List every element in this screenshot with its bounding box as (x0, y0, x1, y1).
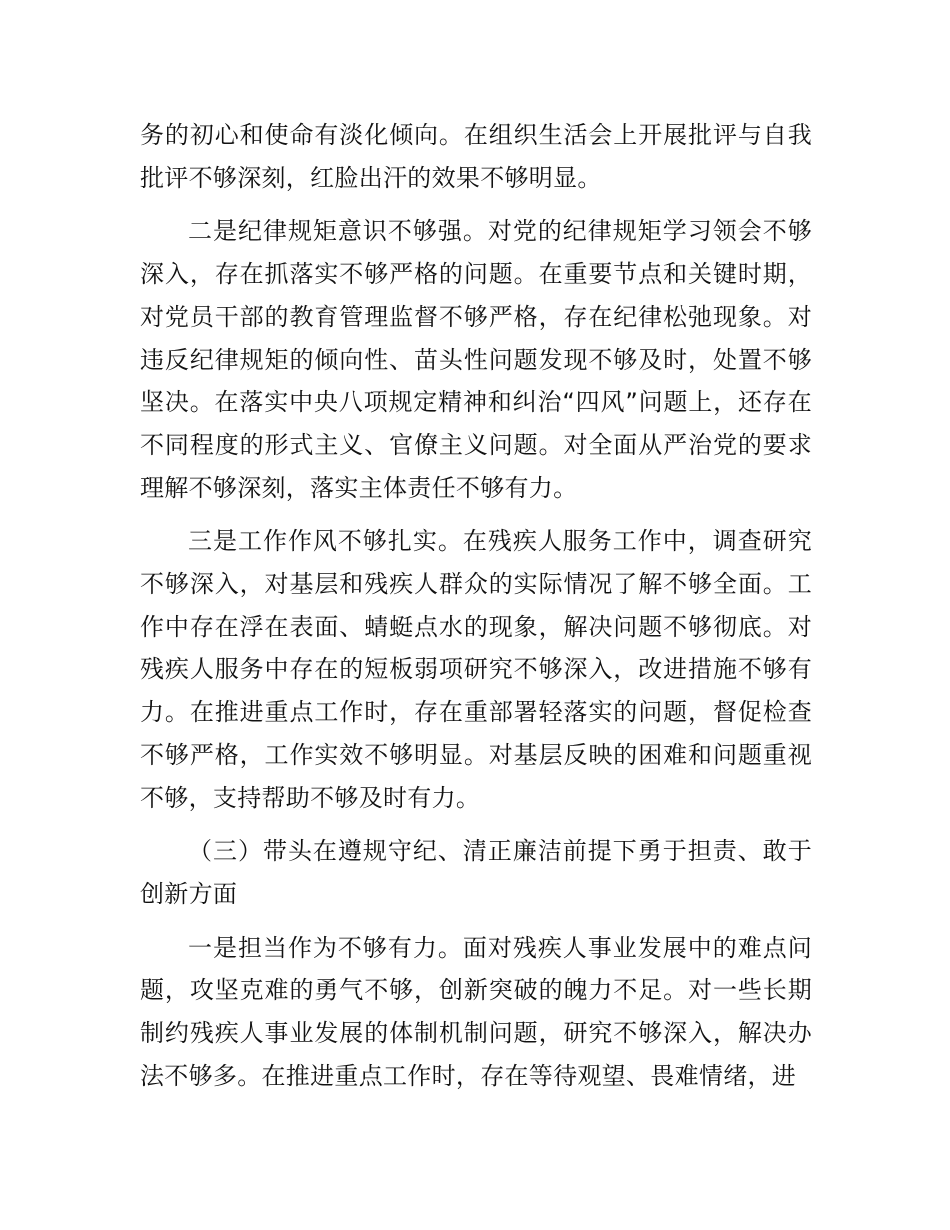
paragraph-gap (140, 819, 812, 830)
document-page (140, 114, 812, 1097)
section-heading: （三）带头在遵规守纪、清正廉洁前提下勇于担责、敢于创新方面 (140, 837, 812, 908)
paragraph-gap (140, 199, 812, 210)
paragraph-continued: 务的初心和使命有淡化倾向。在组织生活会上开展批评与自我批评不够深刻，红脸出汗的效果不够明显。 (140, 121, 812, 192)
paragraph-gap (140, 509, 812, 520)
paragraph-work-style: 三是工作作风不够扎实。在残疾人服务工作中，调查研究不够深入，对基层和残疾人群众的实际情况了解不够全面。工作中存在浮在表面、蜻蜓点水的现象，解决问题不够彻底。对残疾人服务中存在的短板弱项研究不够深入，改进措施不够有力。在推进重点工作时，存在重部署轻落实的问题，督促检查不够严格，工作实效不够明显。对基层反映的困难和问题重视不够，支持帮助不够及时有力。 (140, 527, 812, 812)
paragraph-discipline: 二是纪律规矩意识不够强。对党的纪律规矩学习领会不够深入，存在抓落实不够严格的问题。在重要节点和关键时期，对党员干部的教育管理监督不够严格，存在纪律松弛现象。对违反纪律规矩的倾向性、苗头性问题发现不够及时，处置不够坚决。在落实中央八项规定精神和纠治“四风”问题上，还存在不同程度的形式主义、官僚主义问题。对全面从严治党的要求理解不够深刻，落实主体责任不够有力。 (140, 217, 812, 502)
paragraph-gap (140, 916, 812, 927)
paragraph-responsibility: 一是担当作为不够有力。面对残疾人事业发展中的难点问题，攻坚克难的勇气不够，创新突破的魄力不足。对一些长期制约残疾人事业发展的体制机制问题，研究不够深入，解决办法不够多。在推进重点工作时，存在等待观望、畏难情绪，进 (140, 933, 812, 1090)
